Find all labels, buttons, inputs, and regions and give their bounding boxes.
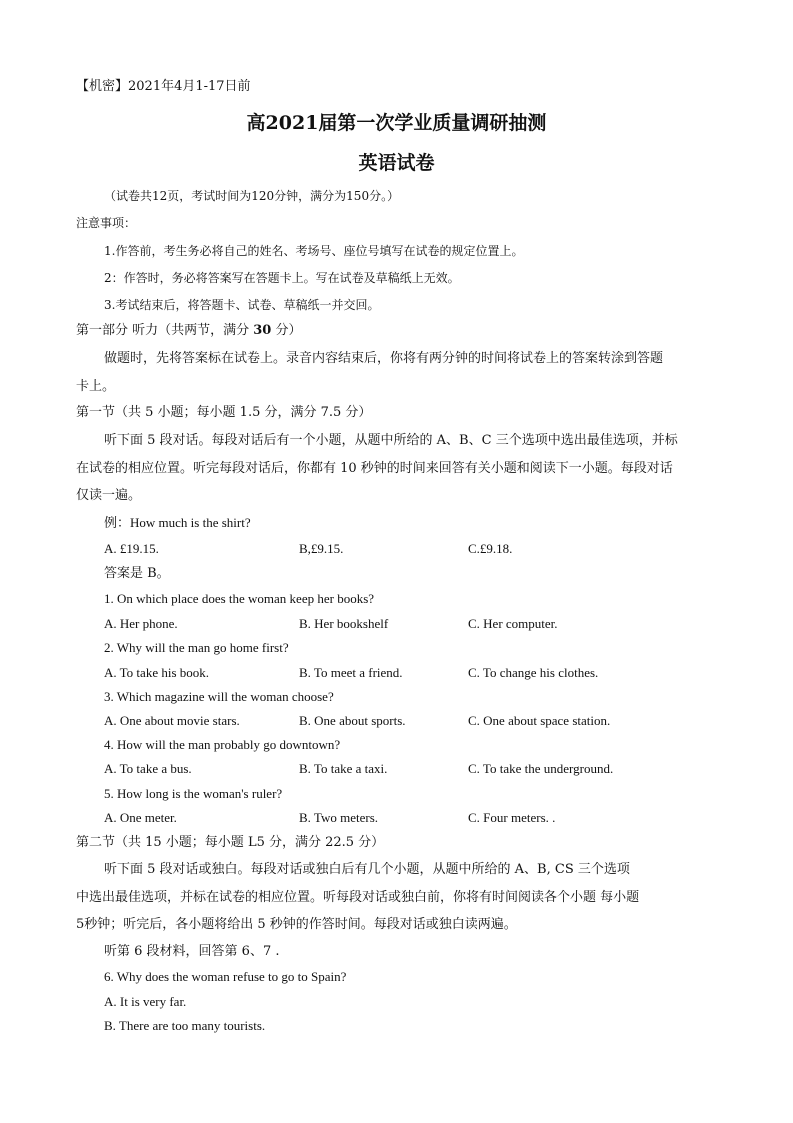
section2-instruction-line1: 听下面 5 段对话或独白。每段对话或独白后有几个小题，从题中所给的 A、B, CS 三个选项 <box>104 862 630 877</box>
question-4-option-b: B. To take a taxi. <box>299 761 388 776</box>
question-3: 3. Which magazine will the woman choose? <box>104 689 334 704</box>
question-1-option-a: A. Her phone. <box>104 616 178 631</box>
notice-heading: 注意事项： <box>76 216 137 230</box>
question-2: 2. Why will the man go home first? <box>104 640 289 655</box>
question-3-option-a: A. One about movie stars. <box>104 713 240 728</box>
example-answer: 答案是 B。 <box>104 566 170 581</box>
section2-instruction-line3: 5秒钟；听完后，各小题将给出 5 秒钟的作答时间。每段对话或独白读两遍。 <box>76 917 517 932</box>
exam-subtitle: 英语试卷 <box>358 152 435 174</box>
question-3-option-b: B. One about sports. <box>299 713 406 728</box>
confidential-note: 【机密】2021年4月1-17日前 <box>76 79 251 94</box>
question-5-option-b: B. Two meters. <box>299 810 379 825</box>
section1-instruction-line3: 仅读一遍。 <box>76 488 142 503</box>
example-option-a: A. £19.15. <box>104 541 159 556</box>
part1-instruction-line1: 做题时，先将答案标在试卷上。录音内容结束后，你将有两分钟的时间将试卷上的答案转涂到答题 <box>104 351 664 366</box>
question-1-option-c: C. Her computer. <box>468 616 558 631</box>
question-1-option-b: B. Her bookshelf <box>299 616 389 631</box>
question-6-option-a: A. It is very far. <box>104 994 187 1009</box>
example-question: 例：How much is the shirt? <box>104 515 251 530</box>
question-6: 6. Why does the woman refuse to go to Spain? <box>104 969 347 984</box>
question-5-option-a: A. One meter. <box>104 810 177 825</box>
notice-item-2: 2：作答时，务必将答案写在答题卡上。写在试卷及草稿纸上无效。 <box>104 271 460 285</box>
exam-info: （试卷共12页，考试时间为120分钟，满分为150分。） <box>104 189 400 203</box>
part1-instruction-line2: 卡上。 <box>76 379 116 394</box>
section1-instruction-line1: 听下面 5 段对话。每段对话后有一个小题，从题中所给的 A、B、C 三个选项中选出最佳选项，并标 <box>104 433 678 448</box>
question-2-option-a: A. To take his book. <box>104 665 210 680</box>
section2-instruction-line2: 中选出最佳选项，并标在试卷的相应位置。听每段对话或独白前，你将有时间阅读各个小题 每小题 <box>76 890 640 905</box>
question-2-option-c: C. To change his clothes. <box>468 665 599 680</box>
question-3-option-c: C. One about space station. <box>468 713 611 728</box>
notice-item-1: 1.作答前，考生务必将自己的姓名、考场号、座位号填写在试卷的规定位置上。 <box>104 244 524 258</box>
notice-item-3: 3.考试结束后，将答题卡、试卷、草稿纸一并交回。 <box>104 298 380 312</box>
question-5-option-c: C. Four meters. . <box>468 810 556 825</box>
example-option-c: C.£9.18. <box>468 541 513 556</box>
question-4-option-a: A. To take a bus. <box>104 761 192 776</box>
question-2-option-b: B. To meet a friend. <box>299 665 403 680</box>
question-4: 4. How will the man probably go downtown? <box>104 737 341 752</box>
material-note: 听第 6 段材料，回答第 6、7 . <box>104 944 280 959</box>
question-1: 1. On which place does the woman keep her books? <box>104 591 375 606</box>
question-4-option-c: C. To take the underground. <box>468 761 614 776</box>
section1-heading: 第一节（共 5 小题；每小题 1.5 分，满分 7.5 分） <box>76 405 372 420</box>
part1-heading-points: 30 <box>253 323 272 338</box>
exam-title: 高2021届第一次学业质量调研抽测 <box>246 112 547 134</box>
question-5: 5. How long is the woman's ruler? <box>104 786 283 801</box>
part1-heading-suffix: 分） <box>271 323 302 338</box>
part1-heading <box>76 322 302 340</box>
section1-instruction-line2: 在试卷的相应位置。听完每段对话后，你都有 10 秒钟的时间来回答有关小题和阅读下一小题。每段对话 <box>76 461 673 476</box>
example-option-b: B,£9.15. <box>299 541 344 556</box>
question-6-option-b: B. There are too many tourists. <box>104 1018 266 1033</box>
part1-heading-prefix: 第一部分 听力（共两节，满分 <box>76 323 254 338</box>
section2-heading: 第二节（共 15 小题；每小题 L5 分，满分 22.5 分） <box>76 835 385 850</box>
